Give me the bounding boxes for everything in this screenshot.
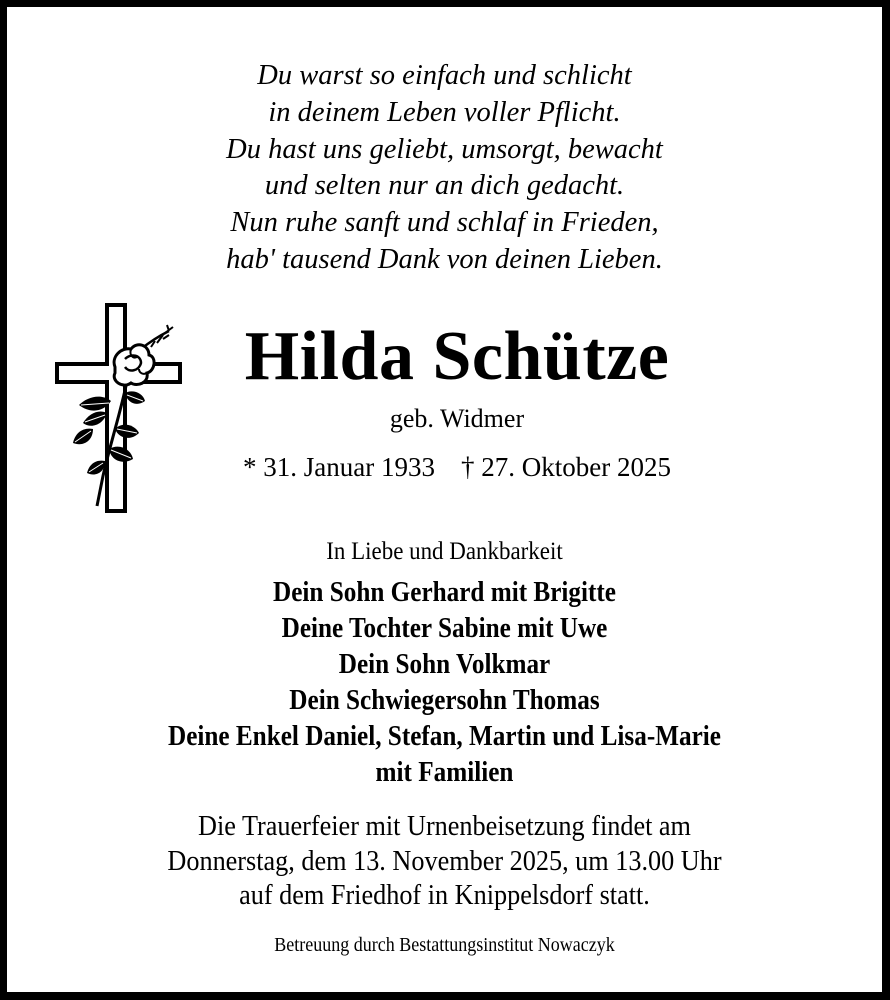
poem-line: in deinem Leben voller Pflicht. xyxy=(268,96,621,128)
life-dates xyxy=(197,450,717,484)
death-date: † 27. Oktober 2025 xyxy=(460,452,671,482)
deceased-name: Hilda Schütze xyxy=(244,318,670,395)
mourner-line: Dein Sohn Gerhard mit Brigitte xyxy=(273,577,616,608)
ceremony-info xyxy=(7,810,882,914)
ceremony-line: auf dem Friedhof in Knippelsdorf statt. xyxy=(239,880,650,911)
poem xyxy=(7,58,882,279)
ceremony-line: Die Trauerfeier mit Urnenbeisetzung findet am xyxy=(198,811,691,842)
mourner-line: Dein Sohn Volkmar xyxy=(338,649,551,680)
birth-date: * 31. Januar 1933 xyxy=(243,452,435,482)
poem-line: Du hast uns geliebt, umsorgt, bewacht xyxy=(226,133,663,165)
poem-line: und selten nur an dich gedacht. xyxy=(264,170,625,202)
ceremony-line: Donnerstag, dem 13. November 2025, um 13.00 Uhr xyxy=(167,845,722,877)
maiden-name: geb. Widmer xyxy=(389,404,525,433)
poem-line: Du warst so einfach und schlicht xyxy=(257,60,632,91)
poem-line: hab' tausend Dank von deinen Lieben. xyxy=(226,243,663,275)
mourner-line: Dein Schwiegersohn Thomas xyxy=(289,685,600,716)
mourners-list xyxy=(7,575,882,791)
cross-with-rose-icon xyxy=(51,301,187,517)
undertaker-credit: Betreuung durch Bestattungsinstitut Nowaczyk xyxy=(274,934,615,956)
mourner-line: Deine Enkel Daniel, Stefan, Martin und Lisa-Marie xyxy=(167,721,721,752)
mourning-intro: In Liebe und Dankbarkeit xyxy=(326,536,563,565)
poem-line: Nun ruhe sanft und schlaf in Frieden, xyxy=(230,207,659,239)
mourner-line: Deine Tochter Sabine mit Uwe xyxy=(281,613,608,644)
mourner-line: mit Familien xyxy=(375,757,514,788)
